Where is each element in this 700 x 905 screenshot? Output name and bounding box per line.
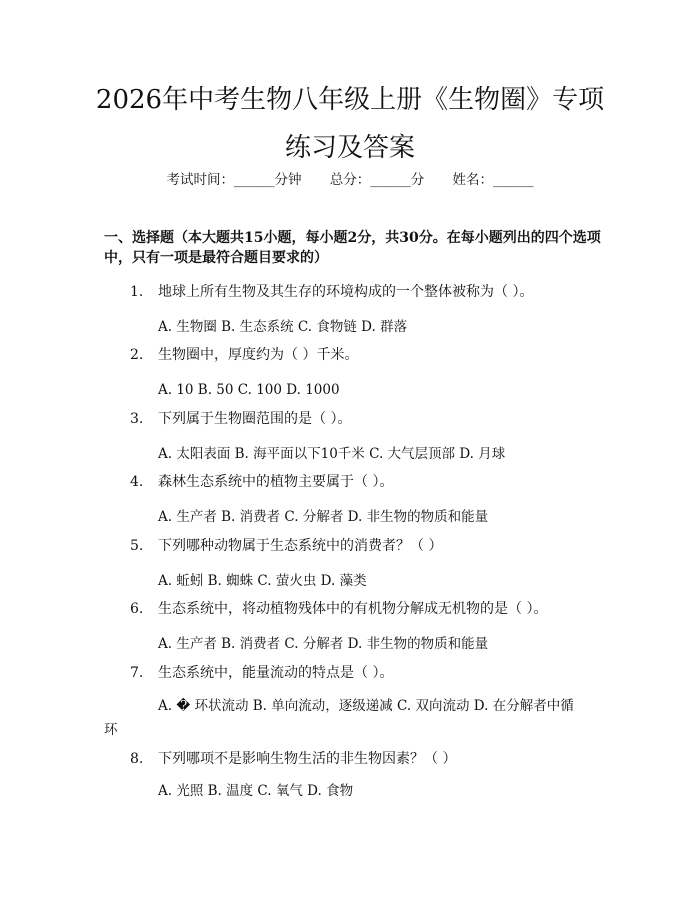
question-number: 7.: [130, 665, 144, 681]
question-text: 生态系统中，将动植物残体中的有机物分解成无机物的是（ ）。: [158, 601, 548, 617]
question-number: 1.: [130, 284, 144, 300]
question-text: 生物圈中，厚度约为（ ）千米。: [158, 347, 359, 363]
exam-time-field: 考试时间：______分钟: [166, 172, 302, 188]
question-3-options: A. 太阳表面 B. 海平面以下10千米 C. 大气层顶部 D. 月球: [158, 446, 506, 462]
question-number: 6.: [130, 601, 144, 617]
question-number: 2.: [130, 347, 144, 363]
question-5-options: A. 蚯蚓 B. 蜘蛛 C. 萤火虫 D. 藻类: [158, 573, 367, 589]
title-line-2: 练习及答案: [284, 133, 415, 163]
question-text: 生态系统中，能量流动的特点是（ ）。: [158, 665, 394, 681]
question-4-options: A. 生产者 B. 消费者 C. 分解者 D. 非生物的物质和能量: [158, 509, 489, 525]
question-text: 地球上所有生物及其生存的环境构成的一个整体被称为（ ）。: [158, 284, 534, 300]
question-7-options: [104, 696, 604, 740]
exam-meta: [0, 168, 700, 188]
question-number: 5.: [130, 538, 144, 554]
question-text: 下列属于生物圈范围的是（ ）。: [158, 411, 352, 427]
title-line-1: 2026年中考生物八年级上册《生物圈》专项: [95, 85, 605, 115]
total-score-field: 总分：______分: [329, 172, 425, 188]
page-title: [60, 82, 640, 166]
question-number: 3.: [130, 411, 144, 427]
question-8-options: A. 光照 B. 温度 C. 氧气 D. 食物: [158, 783, 354, 799]
student-name-field: 姓名：______: [452, 172, 534, 188]
question-6-options: A. 生产者 B. 消费者 C. 分解者 D. 非生物的物质和能量: [158, 636, 489, 652]
question-text: 下列哪种动物属于生态系统中的消费者？（ ）: [158, 538, 443, 554]
section-heading-choice: 一、选择题（本大题共15小题，每小题2分，共30分。在每小题列出的四个选项中，只有一项是最符合题目要求的）: [104, 230, 601, 266]
question-number: 8.: [130, 751, 144, 767]
question-number: 4.: [130, 474, 144, 490]
question-7-options-line-2: 环: [104, 722, 118, 738]
question-1-options: A. 生物圈 B. 生态系统 C. 食物链 D. 群落: [158, 319, 408, 335]
question-text: 森林生态系统中的植物主要属于（ ）。: [158, 474, 394, 490]
question-7-options-line-1: A. � 环状流动 B. 单向流动，逐级递减 C. 双向流动 D. 在分解者中循: [158, 698, 574, 714]
question-2-options: A. 10 B. 50 C. 100 D. 1000: [158, 382, 340, 398]
question-text: 下列哪项不是影响生物生活的非生物因素？（ ）: [158, 751, 457, 767]
